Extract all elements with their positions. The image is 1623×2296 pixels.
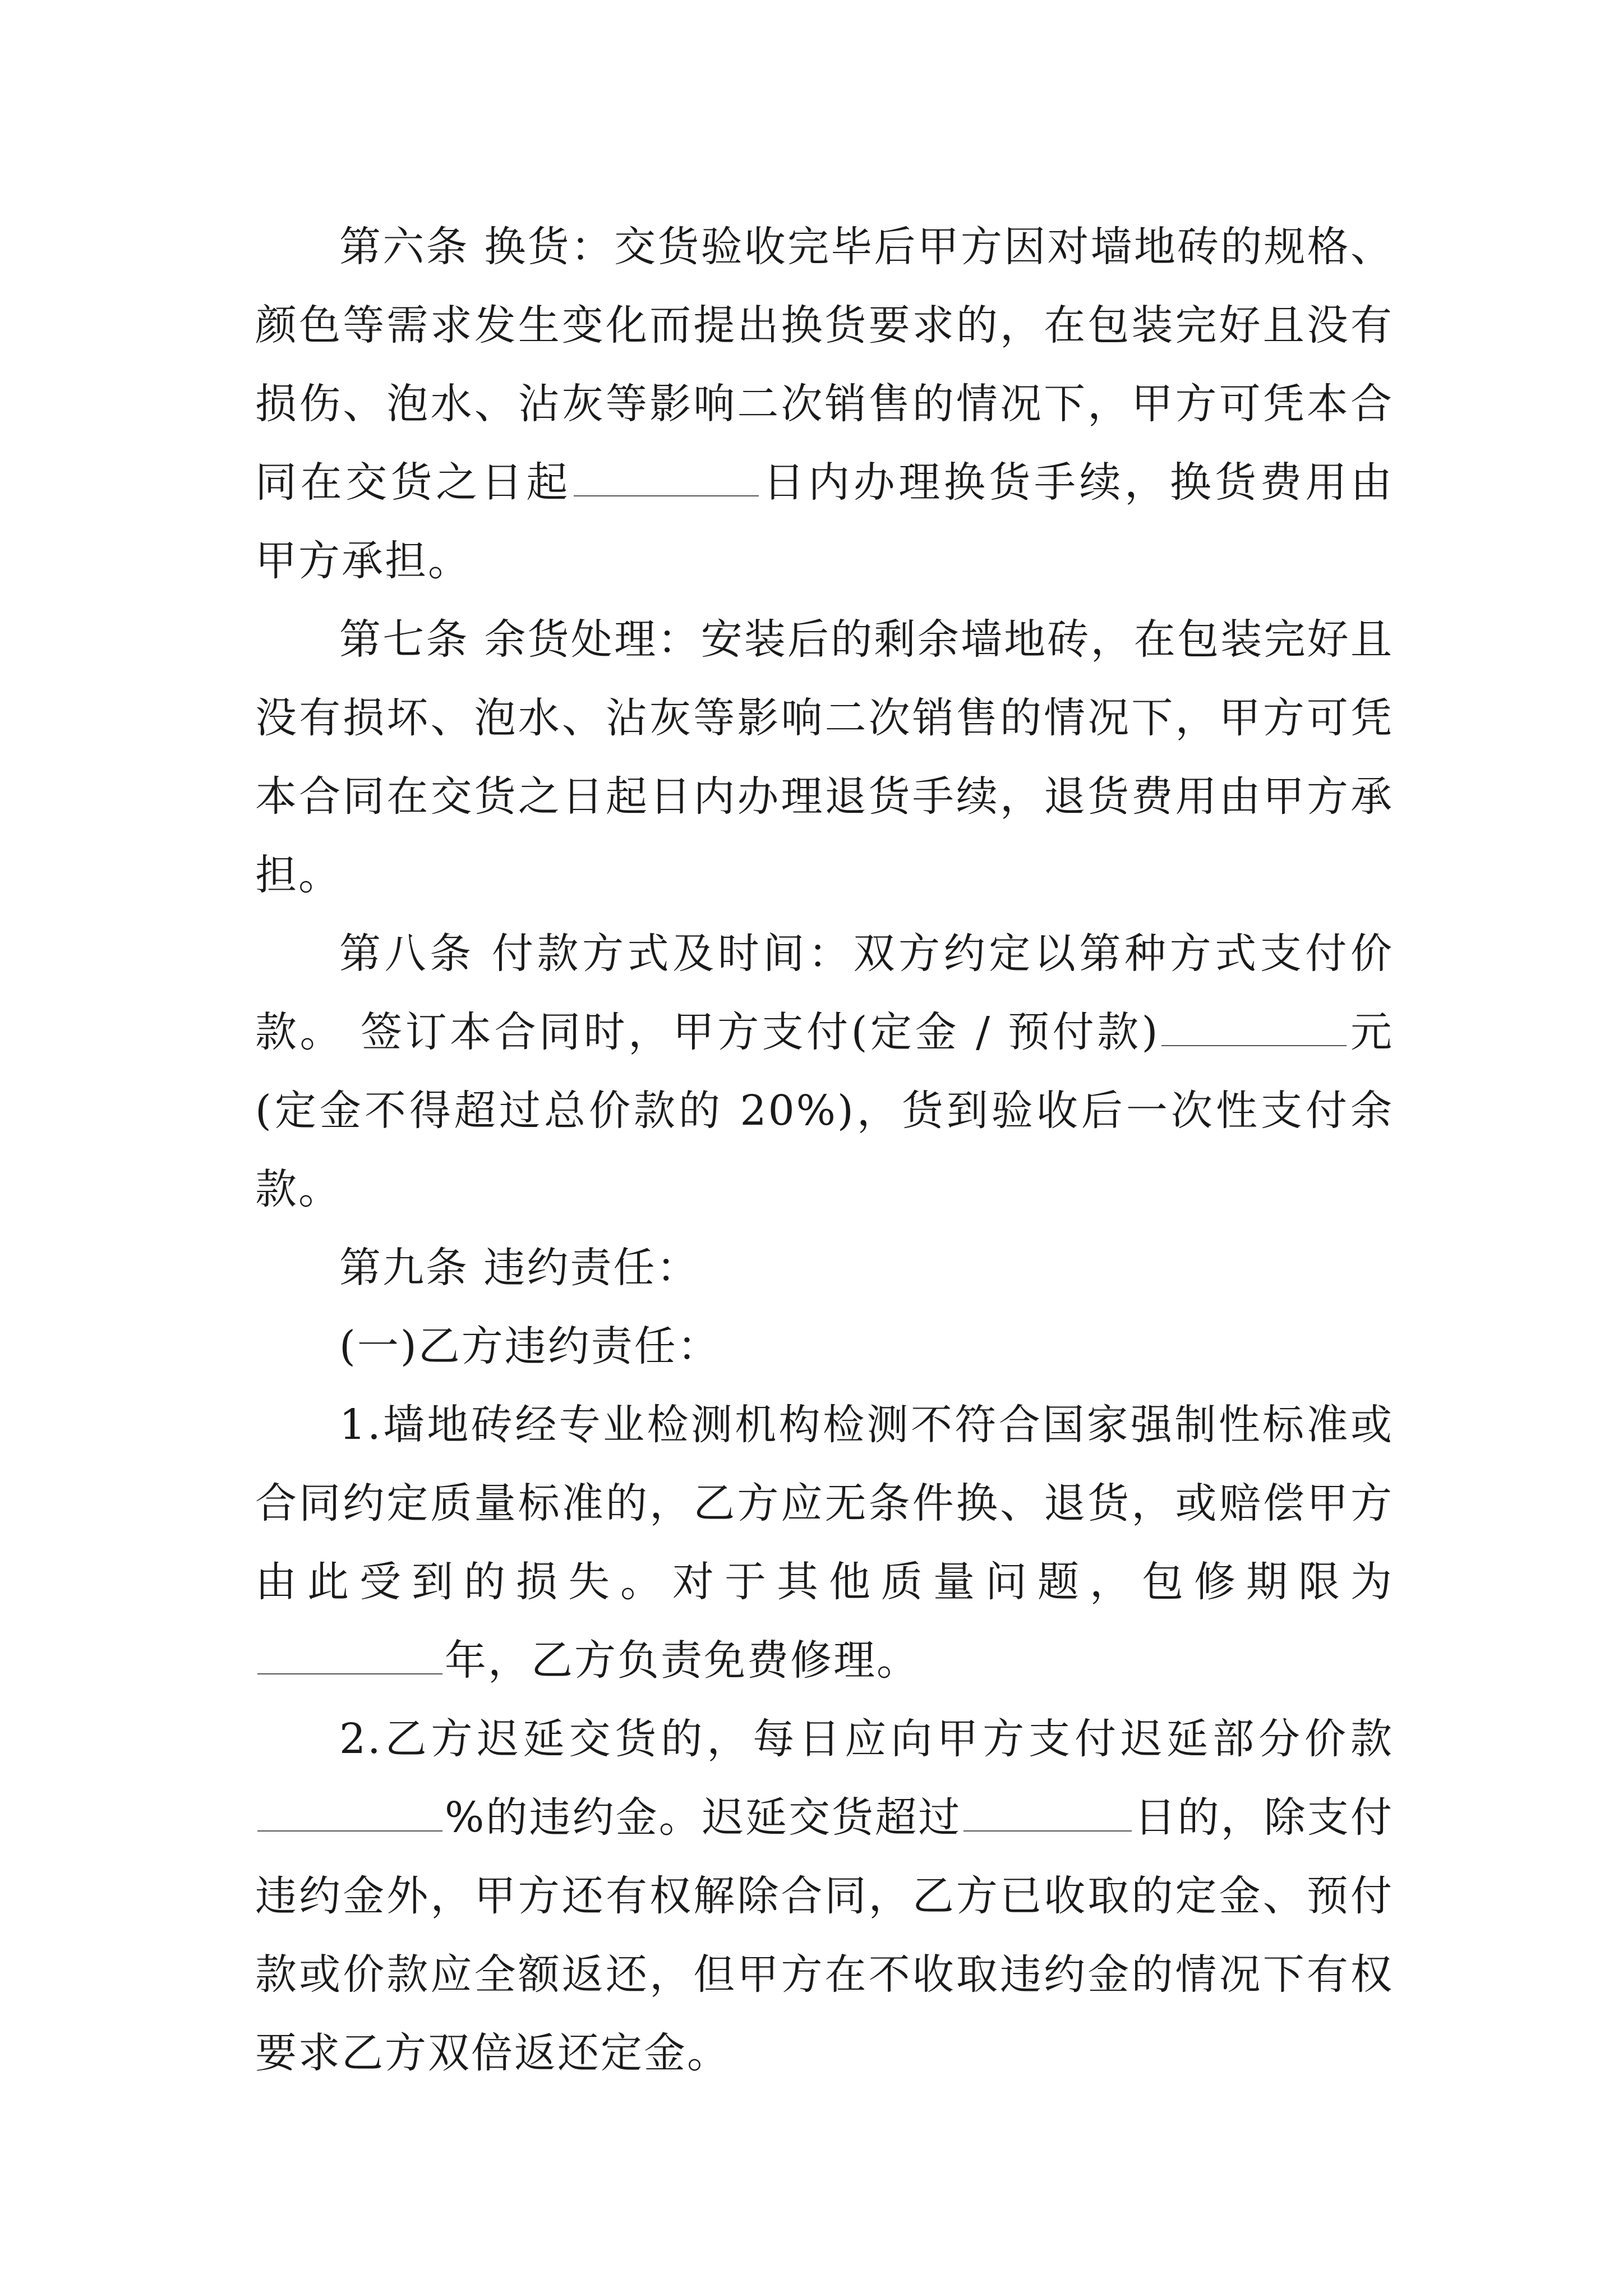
article-9-item-2-text-a: 2.乙方迟延交货的，每日应向甲方支付迟延部分价款	[339, 1715, 1394, 1763]
article-9-item-1-text-a: 1.墙地砖经专业检测机构检测不符合国家强制性标准或合同约定质量标准的，乙方应无条件换、退货，或赔偿甲方由此受到的损失。对于其他质量问题，包修期限为	[255, 1401, 1394, 1606]
article-9-item-2	[255, 1700, 1394, 2092]
article-7-text: 第七条 余货处理：安装后的剩余墙地砖，在包装完好且没有损坏、泡水、沾灰等影响二次销售的情况下，甲方可凭本合同在交货之日起日内办理退货手续，退货费用由甲方承担。	[255, 615, 1394, 899]
article-9-item-1	[255, 1386, 1394, 1700]
article-9-item-2-text-c: 日的，除支付违约金外，甲方还有权解除合同，乙方已收取的定金、预付款或价款应全额返还，但甲方在不收取违约金的情况下有权要求乙方双倍返还定金。	[255, 1793, 1394, 2077]
article-6-text-b: 日内办理换货手续，换货费用由甲方承担。	[255, 458, 1394, 585]
article-9-section-1-heading: (一)乙方违约责任：	[339, 1322, 721, 1370]
article-8-payment	[255, 914, 1394, 1228]
article-7-surplus	[255, 600, 1394, 914]
blank-exchange-days	[574, 456, 759, 496]
blank-delay-days	[963, 1791, 1132, 1832]
article-9-heading: 第九条 违约责任：	[339, 1244, 700, 1292]
blank-penalty-rate	[257, 1791, 442, 1832]
article-9-section-1	[255, 1307, 1394, 1386]
document-body	[255, 208, 1394, 2092]
article-6-exchange	[255, 208, 1394, 600]
article-9-liability	[255, 1228, 1394, 1307]
article-6-text-a: 第六条 换货：交货验收完毕后甲方因对墙地砖的规格、颜色等需求发生变化而提出换货要求的，在包装完好且没有损伤、泡水、沾灰等影响二次销售的情况下，甲方可凭本合同在交货之日起	[255, 223, 1394, 507]
blank-warranty-years	[257, 1634, 442, 1674]
article-8-text-a: 第八条 付款方式及时间：双方约定以第种方式支付价款。 签订本合同时，甲方支付(定金 / 预付款)	[255, 930, 1394, 1056]
article-9-item-2-text-b: %的违约金。迟延交货超过	[445, 1793, 962, 1842]
article-9-item-1-text-b: 年，乙方负责免费修理。	[445, 1636, 920, 1685]
article-8-text-b: 元(定金不得超过总价款的 20%)，货到验收后一次性支付余款。	[255, 1008, 1394, 1213]
blank-deposit-amount	[1161, 1006, 1347, 1046]
